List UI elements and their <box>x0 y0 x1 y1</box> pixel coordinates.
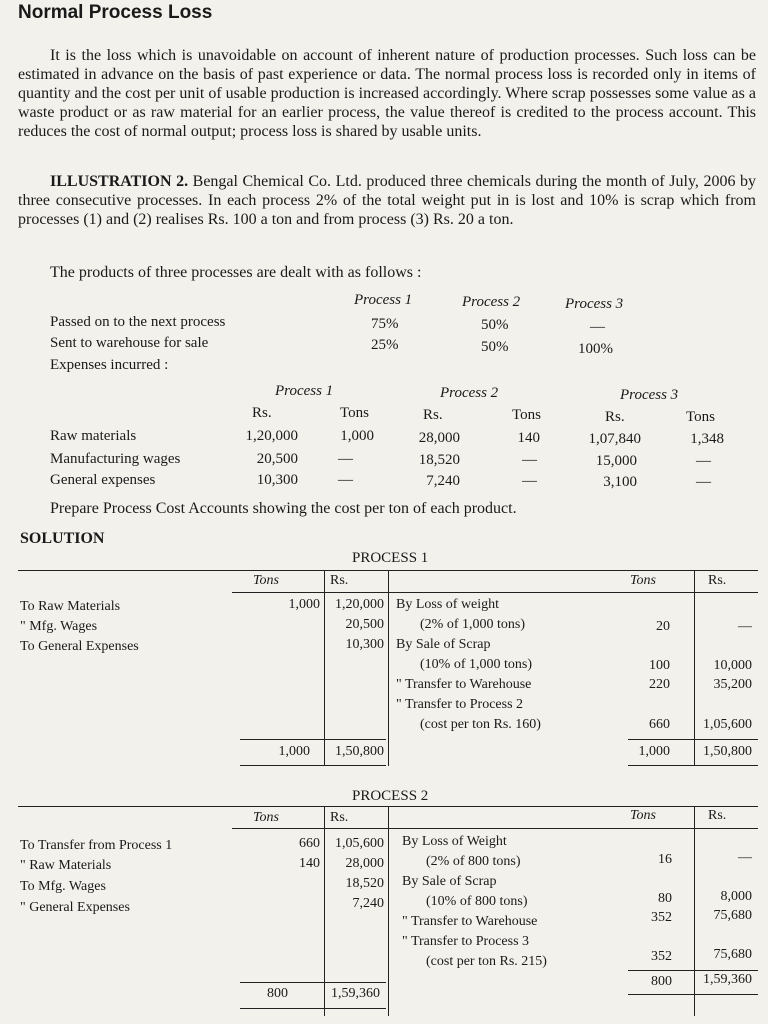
p2-debit-rs: 1,05,600 <box>335 836 384 851</box>
p1-debit-tons: 1,000 <box>288 597 320 612</box>
expenses-cell: — <box>522 452 537 468</box>
p1-credit-tons: 20 <box>656 619 670 634</box>
p1-debit-rs: 1,20,000 <box>335 597 384 612</box>
p1-credit-tons: 100 <box>649 658 670 673</box>
p2-credit-tons: 352 <box>651 949 672 964</box>
rule <box>628 739 758 740</box>
rule <box>240 1008 386 1009</box>
p2-credit-tons: 16 <box>658 852 672 867</box>
expenses-cell: 1,07,840 <box>588 431 641 447</box>
p2-credit-line: " Transfer to Process 3 <box>402 934 530 949</box>
p1-credit-rs-header: Rs. <box>708 573 727 588</box>
p1-credit-line: (10% of 1,000 tons) <box>420 657 532 672</box>
p2-credit-rs: 8,000 <box>720 889 752 904</box>
expenses-cell: 1,000 <box>340 428 374 444</box>
disposal-row-label: Expenses incurred : <box>50 357 169 373</box>
expenses-row-label: Raw materials <box>50 428 137 444</box>
p1-debit-rs: 10,300 <box>345 637 384 652</box>
p1-credit-line: " Transfer to Warehouse <box>396 677 532 692</box>
p2-credit-tons: 352 <box>651 910 672 925</box>
p2-total-tons: 800 <box>651 974 672 989</box>
rule <box>388 570 389 766</box>
p1-credit-tons-header: Tons <box>630 573 656 588</box>
rule <box>240 739 386 740</box>
p1-credit-rs: 1,05,600 <box>703 717 752 732</box>
p2-debit-label: " General Expenses <box>20 900 130 915</box>
expenses-cell: — <box>338 451 353 467</box>
expenses-cell: 1,348 <box>690 431 724 447</box>
p2-total-rs: 1,59,360 <box>703 972 752 987</box>
rule <box>628 765 758 766</box>
expenses-cell: 18,520 <box>418 452 460 468</box>
p1-debit-tons-header: Tons <box>253 573 279 588</box>
expenses-row-label: Manufacturing wages <box>50 451 181 467</box>
expenses-cell: 3,100 <box>603 474 637 490</box>
p2-credit-rs: 75,680 <box>713 908 752 923</box>
p2-debit-rs: 18,520 <box>345 876 384 891</box>
p2-credit-line: " Transfer to Warehouse <box>402 914 538 929</box>
p2-credit-line: By Loss of Weight <box>402 834 507 849</box>
expenses-row-label: General expenses <box>50 472 156 488</box>
disposal-row-label: Passed on to the next process <box>50 314 226 330</box>
expenses-header-p2: Process 2 <box>440 385 499 401</box>
expenses-header-p1: Process 1 <box>275 383 334 399</box>
p1-total-tons: 1,000 <box>638 744 670 759</box>
p1-credit-line: (cost per ton Rs. 160) <box>420 717 541 732</box>
disposal-header-p2: Process 2 <box>462 294 521 310</box>
rule <box>628 994 758 995</box>
expenses-cell: 140 <box>517 430 540 446</box>
rule <box>240 765 386 766</box>
solution-label: SOLUTION <box>20 530 105 547</box>
rule <box>232 592 758 593</box>
p2-credit-tons: 80 <box>658 891 672 906</box>
expenses-cell: 15,000 <box>595 453 637 469</box>
rule <box>628 970 758 971</box>
p2-credit-line: (cost per ton Rs. 215) <box>426 954 547 969</box>
p2-credit-line: (2% of 800 tons) <box>426 854 521 869</box>
p2-debit-tons: 660 <box>299 836 320 851</box>
p1-debit-label: To General Expenses <box>20 639 139 654</box>
expenses-cell: 1,20,000 <box>245 428 298 444</box>
illustration-text: Bengal Chemical Co. Ltd. produced three chemicals during the month of July, 2006 by three consecutive processes. In each process 2% of the total weight put in is lost and 10% is scrap which from processes (1) and (2) realises Rs. 100 a ton and from process (3) Rs. 20 a ton. <box>18 173 757 228</box>
expenses-unit: Rs. <box>423 407 443 423</box>
p1-debit-label: To Raw Materials <box>20 599 121 614</box>
p2-credit-tons-header: Tons <box>630 808 656 823</box>
expenses-unit: Tons <box>686 409 715 425</box>
rule <box>240 982 386 983</box>
p2-debit-label: " Raw Materials <box>20 858 112 873</box>
expenses-unit: Rs. <box>252 405 272 421</box>
disposal-header-p1: Process 1 <box>354 292 413 308</box>
p2-credit-rs-header: Rs. <box>708 808 727 823</box>
expenses-cell: — <box>338 472 353 488</box>
intro-paragraph <box>18 46 756 141</box>
p1-credit-rs: 35,200 <box>713 677 752 692</box>
p1-credit-line: " Transfer to Process 2 <box>396 697 524 712</box>
instruction-text: Prepare Process Cost Accounts showing the cost per ton of each product. <box>50 500 517 517</box>
p1-credit-tons: 660 <box>649 717 670 732</box>
p1-total-rs: 1,50,800 <box>335 744 384 759</box>
expenses-cell: — <box>696 453 711 469</box>
disposal-cell: 50% <box>481 317 509 333</box>
disposal-cell: 25% <box>371 337 399 353</box>
p2-credit-line: By Sale of Scrap <box>402 874 497 889</box>
p2-total-tons: 800 <box>267 986 288 1001</box>
p2-debit-tons: 140 <box>299 856 320 871</box>
p2-debit-rs-header: Rs. <box>330 810 349 825</box>
p2-debit-rs: 28,000 <box>345 856 384 871</box>
expenses-unit: Tons <box>512 407 541 423</box>
expenses-cell: 10,300 <box>256 472 298 488</box>
expenses-cell: 20,500 <box>256 451 298 467</box>
p2-credit-rs: — <box>738 850 752 865</box>
p2-debit-rs: 7,240 <box>352 896 384 911</box>
section-heading: Normal Process Loss <box>18 2 213 23</box>
p1-credit-tons: 220 <box>649 677 670 692</box>
disposal-cell: 100% <box>578 341 613 357</box>
expenses-cell: — <box>696 474 711 490</box>
disposal-row-label: Sent to warehouse for sale <box>50 335 209 351</box>
p2-debit-label: To Transfer from Process 1 <box>20 838 173 853</box>
rule <box>388 806 389 1016</box>
p1-credit-rs: — <box>738 619 752 634</box>
p1-debit-label: " Mfg. Wages <box>20 619 98 634</box>
disposal-cell: 75% <box>371 316 399 332</box>
p2-debit-label: To Mfg. Wages <box>20 879 106 894</box>
p2-credit-rs: 75,680 <box>713 947 752 962</box>
expenses-unit: Rs. <box>605 409 625 425</box>
p1-total-tons: 1,000 <box>278 744 310 759</box>
p2-debit-tons-header: Tons <box>253 810 279 825</box>
illustration-paragraph <box>18 172 756 229</box>
p1-credit-line: By Loss of weight <box>396 597 500 612</box>
p1-debit-rs-header: Rs. <box>330 573 349 588</box>
expenses-unit: Tons <box>340 405 369 421</box>
p2-total-rs: 1,59,360 <box>331 986 380 1001</box>
p1-debit-rs: 20,500 <box>345 617 384 632</box>
disposal-header-p3: Process 3 <box>565 296 624 312</box>
rule <box>232 828 758 829</box>
disposal-cell: — <box>590 319 605 335</box>
disposal-cell: 50% <box>481 339 509 355</box>
products-intro: The products of three processes are dealt with as follows : <box>50 264 422 281</box>
intro-text: It is the loss which is unavoidable on account of inherent nature of production processes. Such loss can be estimated in advance on the basis of past experience or data. The normal process loss is recorded only in items of quantity and the cost per unit of usable production is increased accordingly. Where scrap possesses some value as a waste product or as raw material for an earlier process, the value thereof is credited to the process account. This reduces the cost of normal output; process loss is shared by usable units. <box>18 47 756 140</box>
process2-title: PROCESS 2 <box>352 788 429 804</box>
p1-total-rs: 1,50,800 <box>703 744 752 759</box>
p1-credit-rs: 10,000 <box>713 658 752 673</box>
expenses-header-p3: Process 3 <box>620 387 679 403</box>
illustration-label: ILLUSTRATION 2. <box>50 173 189 190</box>
p1-credit-line: By Sale of Scrap <box>396 637 491 652</box>
expenses-cell: 7,240 <box>426 473 460 489</box>
p1-credit-line: (2% of 1,000 tons) <box>420 617 525 632</box>
p2-credit-line: (10% of 800 tons) <box>426 894 528 909</box>
expenses-cell: 28,000 <box>418 430 460 446</box>
expenses-cell: — <box>522 473 537 489</box>
process1-title: PROCESS 1 <box>352 550 429 566</box>
